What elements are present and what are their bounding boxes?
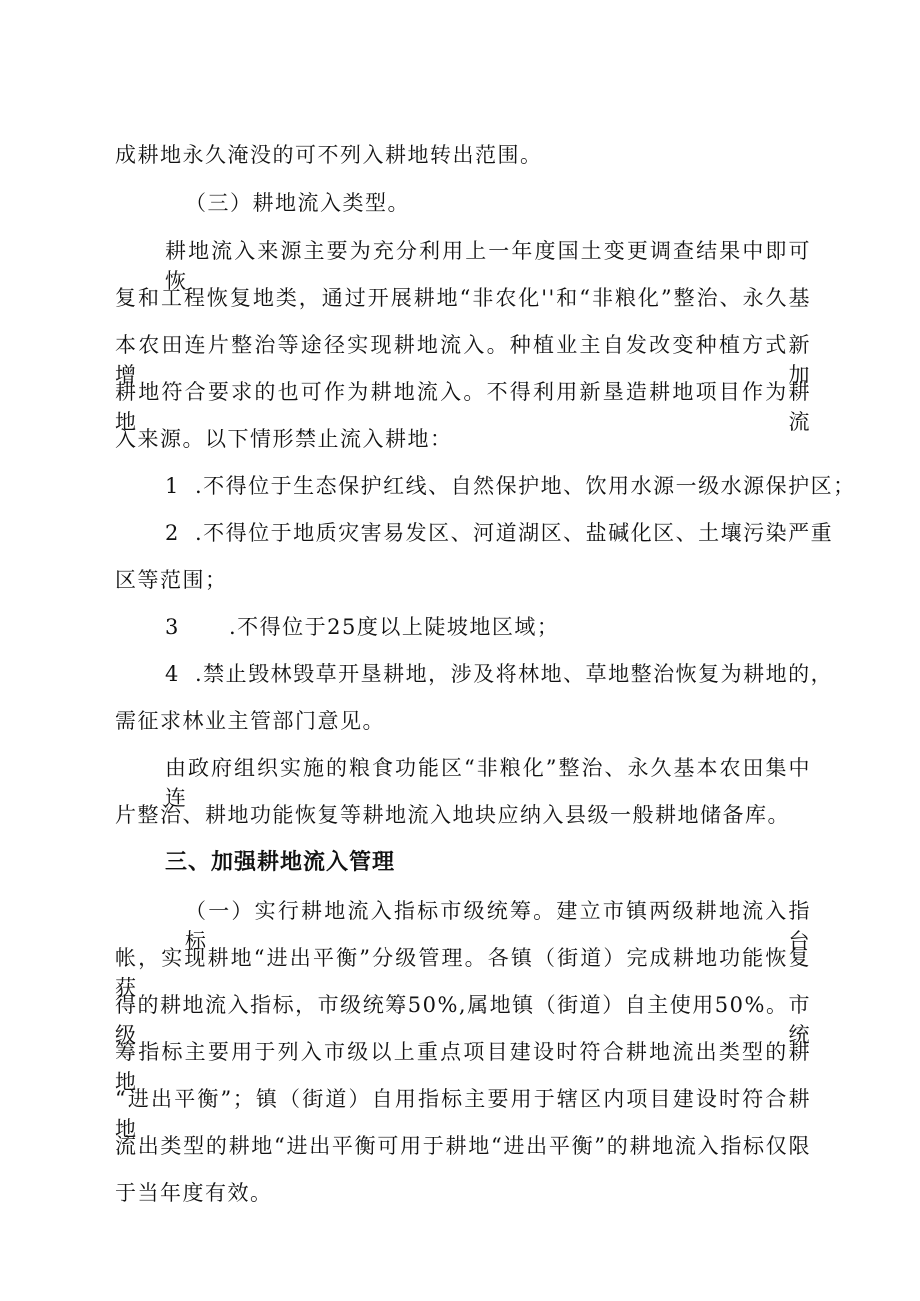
list-item-2 [165,518,834,548]
list-item-1 [165,471,856,501]
list-item-number: 1 [165,474,180,498]
paragraph-line: 区等范围； [115,568,228,592]
paragraph-line: 入来源。以下情形禁止流入耕地： [115,427,453,451]
paragraph-line: 帐，实现耕地“进出平衡”分级管理。各镇（街道）完成耕地功能恢复获 [115,946,811,1000]
list-item-text: .不得位于生态保护红线、自然保护地、饮用水源一级水源保护区； [195,474,856,498]
paragraph-line: 耕地流入来源主要为充分利用上一年度国土变更调查结果中即可恢 [165,239,811,293]
paragraph-line: 于当年度有效。 [115,1181,273,1205]
paragraph-line: 需征求林业主管部门意见。 [115,709,385,733]
list-item-number: 2 [165,521,180,545]
list-item-4 [165,659,865,689]
section-subheading: （三）耕地流入类型。 [185,191,410,215]
paragraph-line: 得的耕地流入指标，市级统筹50%,属地镇（街道）自主使用50%。市级统 [115,993,811,1047]
list-item-3 [165,612,865,642]
paragraph-line: 耕地符合要求的也可作为耕地流入。不得利用新垦造耕地项目作为耕地流 [115,380,811,434]
paragraph-line: 流出类型的耕地“进出平衡可用于耕地“进出平衡”的耕地流入指标仅限 [115,1134,811,1158]
paragraph-line: “进出平衡”；镇（街道）自用指标主要用于辖区内项目建设时符合耕地 [115,1087,811,1141]
paragraph-line: 由政府组织实施的粮食功能区“非粮化”整治、永久基本农田集中连 [165,756,811,810]
list-item-text: .禁止毁林毁草开垦耕地，涉及将林地、草地整治恢复为耕地的， [195,662,834,686]
paragraph-line: 成耕地永久淹没的可不列入耕地转出范围。 [115,143,543,167]
paragraph-line: 筹指标主要用于列入市级以上重点项目建设时符合耕地流出类型的耕地 [115,1040,811,1094]
paragraph-line: 复和工程恢复地类，通过开展耕地“非农化''和“非粮化”整治、永久基 [115,286,811,310]
list-item-number: 3 [165,615,180,639]
paragraph-line: 片整治、耕地功能恢复等耕地流入地块应纳入县级一般耕地储备库。 [115,803,790,827]
paragraph-line: 本农田连片整治等途径实现耕地流入。种植业主自发改变种植方式新增加 [115,333,811,387]
list-item-number: 4 [165,662,180,686]
list-item-text: .不得位于地质灾害易发区、河道湖区、盐碱化区、土壤污染严重 [195,521,834,545]
section-heading: 三、加强耕地流入管理 [165,850,396,875]
paragraph-line: （一）实行耕地流入指标市级统筹。建立市镇两级耕地流入指标台 [185,899,811,953]
list-item-text: .不得位于25度以上陡坡地区域； [229,615,560,639]
